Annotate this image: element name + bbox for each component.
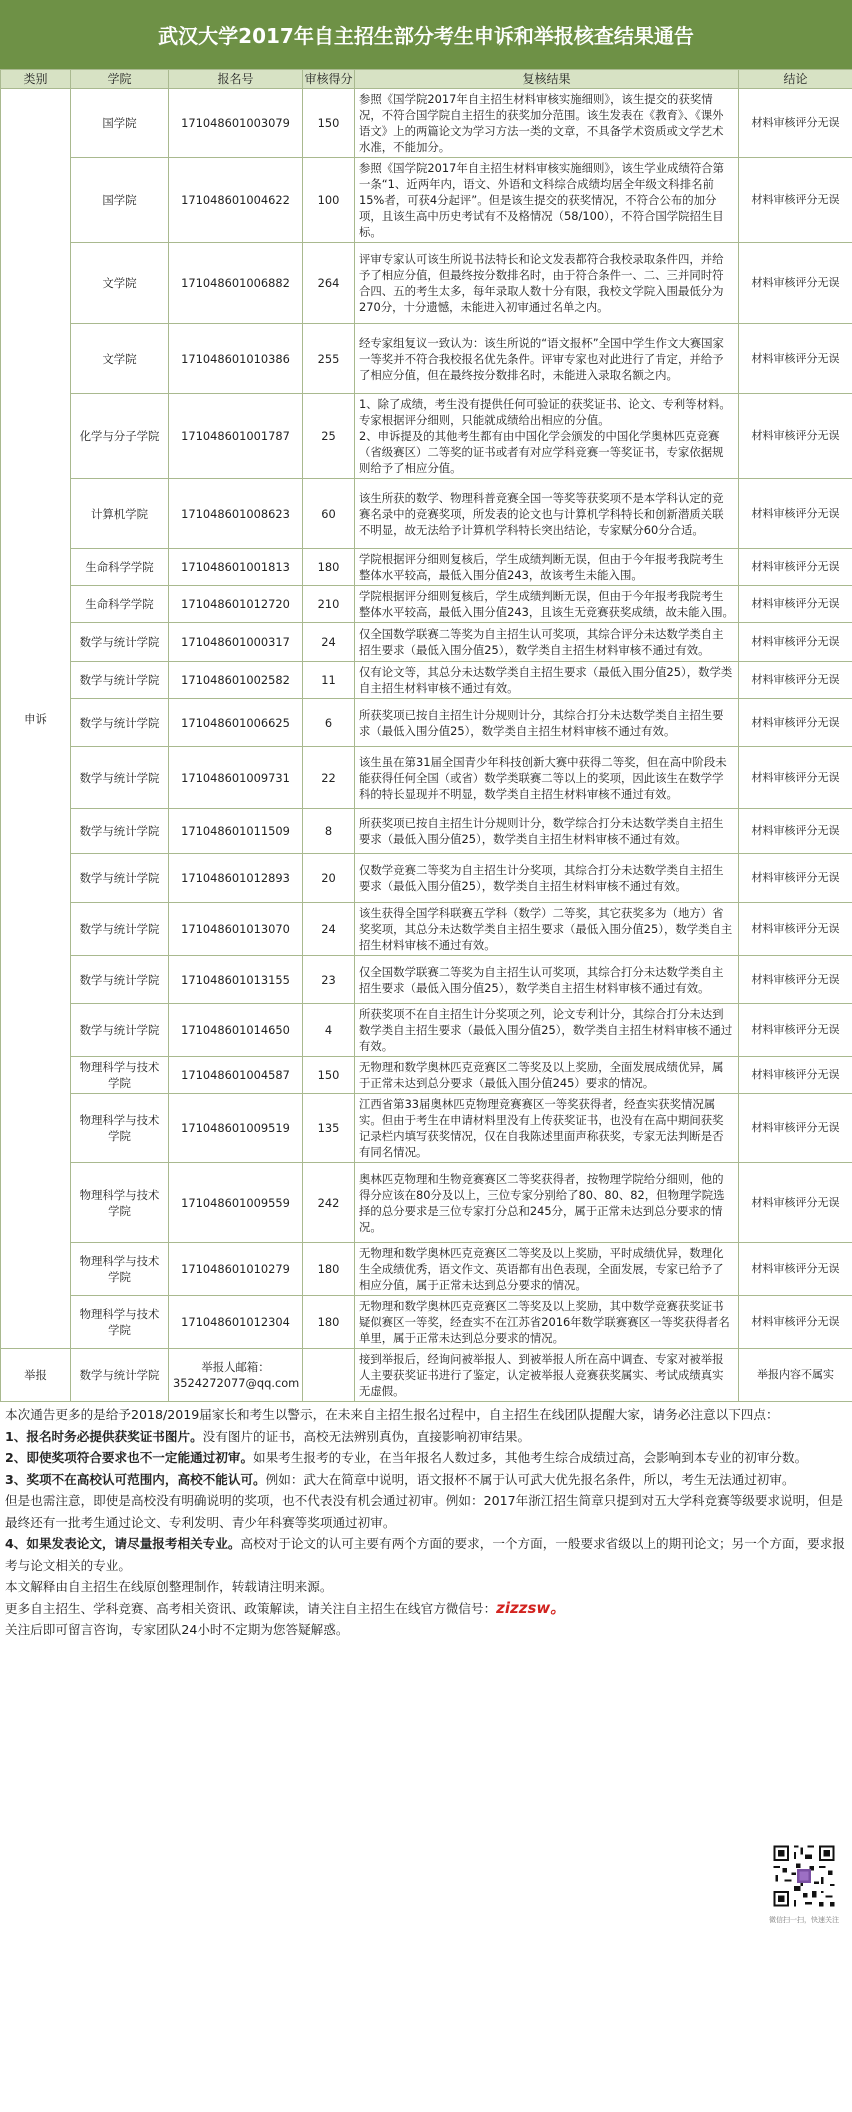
score-cell: 24 <box>303 903 355 956</box>
score-cell: 23 <box>303 956 355 1004</box>
conclusion-cell: 材料审核评分无误 <box>739 854 852 903</box>
registration-id-cell: 171048601012893 <box>169 854 303 903</box>
table-row <box>1 747 852 809</box>
registration-id-cell: 171048601011509 <box>169 809 303 854</box>
registration-id-cell: 171048601000317 <box>169 623 303 662</box>
college-cell: 国学院 <box>71 158 169 243</box>
review-result-cell: 江西省第33届奥林匹克物理竞赛赛区一等奖获得者，经查实获奖情况属实。但由于考生在申请材料里没有上传获奖证书，也没有在高中期间获奖记录栏内填写获奖情况，仅在自我陈述里面声称获奖，专家无法判断是否有同名情况。 <box>355 1094 739 1163</box>
score-cell: 25 <box>303 394 355 479</box>
review-result-cell: 仅数学竞赛二等奖为自主招生计分奖项，其综合打分未达数学类自主招生要求（最低入围分值25），数学类自主招生材料审核不通过有效。 <box>355 854 739 903</box>
review-result-cell: 参照《国学院2017年自主招生材料审核实施细则》，该生提交的获奖情况，不符合国学院自主招生的获奖加分范围。该生发表在《教育》、《课外语文》上的两篇论文为学习方法一类的文章，不具备学术资质或文学艺术水准，不能加分。 <box>355 89 739 158</box>
table-row <box>1 549 852 586</box>
conclusion-cell: 材料审核评分无误 <box>739 243 852 324</box>
college-cell: 数学与统计学院 <box>71 956 169 1004</box>
registration-id-cell: 171048601006625 <box>169 699 303 747</box>
college-cell: 数学与统计学院 <box>71 623 169 662</box>
note-2: 2、即使奖项符合要求也不一定能通过初审。如果考生报考的专业，在当年报名人数过多，其他考生综合成绩过高，会影响到本专业的初审分数。 <box>5 1450 808 1465</box>
review-result-cell: 所获奖项已按自主招生计分规则计分，数学综合打分未达数学类自主招生要求（最低入围分值25），数学类自主招生材料审核不通过有效。 <box>355 809 739 854</box>
table-row <box>1 903 852 956</box>
conclusion-cell: 材料审核评分无误 <box>739 809 852 854</box>
college-cell: 文学院 <box>71 243 169 324</box>
college-cell: 化学与分子学院 <box>71 394 169 479</box>
conclusion-cell: 材料审核评分无误 <box>739 1296 852 1349</box>
conclusion-cell: 材料审核评分无误 <box>739 586 852 623</box>
source-note: 本文解释由自主招生在线原创整理制作，转载请注明来源。 <box>5 1579 333 1594</box>
conclusion-cell: 材料审核评分无误 <box>739 1163 852 1243</box>
registration-id-cell: 171048601013155 <box>169 956 303 1004</box>
col-header-college: 学院 <box>71 70 169 89</box>
conclusion-cell: 材料审核评分无误 <box>739 623 852 662</box>
table-row <box>1 1163 852 1243</box>
table-row <box>1 89 852 158</box>
college-cell: 国学院 <box>71 89 169 158</box>
notes-intro: 本次通告更多的是给予2018/2019届家长和考生以警示，在未来自主招生报名过程中，自主招生在线团队提醒大家，请务必注意以下四点： <box>5 1407 779 1422</box>
score-cell: 24 <box>303 623 355 662</box>
table-row-report <box>1 1349 852 1402</box>
college-cell: 计算机学院 <box>71 479 169 549</box>
college-cell: 数学与统计学院 <box>71 1004 169 1057</box>
conclusion-cell: 材料审核评分无误 <box>739 158 852 243</box>
table-row <box>1 324 852 394</box>
category-cell-appeal: 申诉 <box>1 89 71 1349</box>
registration-id-cell: 171048601010386 <box>169 324 303 394</box>
notes-section <box>0 1402 852 1641</box>
registration-id-cell: 171048601009559 <box>169 1163 303 1243</box>
results-table <box>0 69 852 1402</box>
table-row <box>1 479 852 549</box>
table-row <box>1 158 852 243</box>
score-cell: 150 <box>303 89 355 158</box>
table-row <box>1 394 852 479</box>
review-result-cell: 奥林匹克物理和生物竞赛赛区二等奖获得者，按物理学院给分细则，他的得分应该在80分及以上，三位专家分别给了80、80、82，但物理学院选择的总分要求是三位专家打分总和245分，属于正常未达到总分要求的情况。 <box>355 1163 739 1243</box>
qr-caption: 微信扫一扫，快速关注 <box>769 1916 839 1924</box>
review-result-cell: 接到举报后，经询问被举报人、到被举报人所在高中调查、专家对被举报人主要获奖证书进行了鉴定，认定被举报人竞赛获奖属实、考试成绩真实无虚假。 <box>355 1349 739 1402</box>
score-cell: 20 <box>303 854 355 903</box>
table-row <box>1 956 852 1004</box>
registration-id-cell: 171048601014650 <box>169 1004 303 1057</box>
table-row <box>1 1094 852 1163</box>
college-cell: 数学与统计学院 <box>71 809 169 854</box>
conclusion-cell: 材料审核评分无误 <box>739 394 852 479</box>
review-result-cell: 所获奖项已按自主招生计分规则计分，其综合打分未达数学类自主招生要求（最低入围分值25），数学类自主招生材料审核不通过有效。 <box>355 699 739 747</box>
score-cell: 60 <box>303 479 355 549</box>
registration-id-cell: 171048601006882 <box>169 243 303 324</box>
registration-id-cell: 171048601009731 <box>169 747 303 809</box>
registration-id-cell: 171048601004587 <box>169 1057 303 1094</box>
registration-id-cell: 举报人邮箱：3524272077@qq.com <box>169 1349 303 1402</box>
note-4: 4、如果发表论文，请尽量报考相关专业。高校对于论文的认可主要有两个方面的要求，一个方面，一般要求省级以上的期刊论文；另一个方面，要求报考与论文相关的专业。 <box>5 1536 845 1573</box>
table-row <box>1 854 852 903</box>
score-cell: 100 <box>303 158 355 243</box>
score-cell: 180 <box>303 1243 355 1296</box>
registration-id-cell: 171048601002582 <box>169 662 303 699</box>
registration-id-cell: 171048601010279 <box>169 1243 303 1296</box>
college-cell: 文学院 <box>71 324 169 394</box>
conclusion-cell: 材料审核评分无误 <box>739 479 852 549</box>
score-cell: 242 <box>303 1163 355 1243</box>
conclusion-cell: 材料审核评分无误 <box>739 1004 852 1057</box>
score-cell: 255 <box>303 324 355 394</box>
table-row <box>1 662 852 699</box>
registration-id-cell: 171048601001813 <box>169 549 303 586</box>
table-row <box>1 623 852 662</box>
note-1: 1、报名时务必提供获奖证书图片。没有图片的证书，高校无法辨别真伪，直接影响初审结果。 <box>5 1428 531 1444</box>
table-row <box>1 586 852 623</box>
score-cell: 210 <box>303 586 355 623</box>
conclusion-cell: 材料审核评分无误 <box>739 699 852 747</box>
conclusion-cell: 材料审核评分无误 <box>739 956 852 1004</box>
registration-id-cell: 171048601001787 <box>169 394 303 479</box>
conclusion-cell: 材料审核评分无误 <box>739 549 852 586</box>
review-result-cell: 该生虽在第31届全国青少年科技创新大赛中获得二等奖，但在高中阶段未能获得任何全国（或省）数学类联赛二等以上的奖项，因此该生在数学学科的特长显现并不明显，数学类自主招生材料审核不通过有效。 <box>355 747 739 809</box>
conclusion-cell: 材料审核评分无误 <box>739 747 852 809</box>
col-header-review-result: 复核结果 <box>355 70 739 89</box>
note-3: 3、奖项不在高校认可范围内，高校不能认可。例如：武大在简章中说明，语文报杯不属于认可武大优先报名条件，所以，考生无法通过初审。 <box>5 1471 795 1487</box>
review-result-cell: 学院根据评分细则复核后，学生成绩判断无误，但由于今年报考我院考生整体水平较高，最低入围分值243，故该考生未能入围。 <box>355 549 739 586</box>
registration-id-cell: 171048601003079 <box>169 89 303 158</box>
college-cell: 物理科学与技术学院 <box>71 1094 169 1163</box>
review-result-cell: 评审专家认可该生所说书法特长和论文发表都符合我校录取条件四，并给予了相应分值，但最终按分数排名时，由于符合条件一、二、三并同时符合四、五的考生太多，每年录取人数十分有限，我校文学院入围最低分为270分，十分遗憾，未能进入初审通过名单之内。 <box>355 243 739 324</box>
table-header-row <box>1 70 852 89</box>
col-header-conclusion: 结论 <box>739 70 852 89</box>
review-result-cell: 无物理和数学奥林匹克竞赛区二等奖及以上奖励，全面发展成绩优异，属于正常未达到总分要求（最低入围分值245）要求的情况。 <box>355 1057 739 1094</box>
table-row <box>1 809 852 854</box>
conclusion-cell: 材料审核评分无误 <box>739 89 852 158</box>
review-result-cell: 无物理和数学奥林匹克竞赛区二等奖及以上奖励，平时成绩优异，数理化生全成绩优秀，语文作文、英语都有出色表现，全面发展，专家已给予了相应分值，属于正常未达到总分要求的情况。 <box>355 1243 739 1296</box>
review-result-cell: 参照《国学院2017年自主招生材料审核实施细则》，该生学业成绩符合第一条“1、近两年内，语文、外语和文科综合成绩均居全年级文科排名前15%者，可获4分起评”。但是该生提交的获奖情况，不符合公布的加分项，且该生高中历史考试有不及格情况（58/100），不符合国学院招生目标。 <box>355 158 739 243</box>
qr-code-icon[interactable] <box>771 1843 837 1909</box>
registration-id-cell: 171048601008623 <box>169 479 303 549</box>
conclusion-cell: 材料审核评分无误 <box>739 662 852 699</box>
follow-note: 更多自主招生、学科竞赛、高考相关资讯、政策解读，请关注自主招生在线官方微信号：zizzsw。 <box>5 1598 566 1617</box>
conclusion-cell: 材料审核评分无误 <box>739 324 852 394</box>
registration-id-cell: 171048601012304 <box>169 1296 303 1349</box>
table-row <box>1 243 852 324</box>
college-cell: 生命科学学院 <box>71 549 169 586</box>
college-cell: 生命科学学院 <box>71 586 169 623</box>
col-header-score: 审核得分 <box>303 70 355 89</box>
college-cell: 数学与统计学院 <box>71 699 169 747</box>
college-cell: 物理科学与技术学院 <box>71 1163 169 1243</box>
col-header-category: 类别 <box>1 70 71 89</box>
score-cell: 11 <box>303 662 355 699</box>
score-cell: 180 <box>303 549 355 586</box>
college-cell: 物理科学与技术学院 <box>71 1296 169 1349</box>
table-row <box>1 1004 852 1057</box>
review-result-cell: 学院根据评分细则复核后，学生成绩判断无误，但由于今年报考我院考生整体水平较高，最低入围分值243，且该生无竞赛获奖成绩，故未能入围。 <box>355 586 739 623</box>
registration-id-cell: 171048601012720 <box>169 586 303 623</box>
review-result-cell: 1、除了成绩，考生没有提供任何可验证的获奖证书、论文、专利等材料。专家根据评分细则，只能就成绩给出相应的分值。 2、申诉提及的其他考生都有由中国化学会颁发的中国化学奥林匹克竞赛（省级赛区）二等奖的证书或者有对应学科竞赛一等奖证书，专家依据规则给予了相应分值。 <box>355 394 739 479</box>
college-cell: 数学与统计学院 <box>71 747 169 809</box>
review-result-cell: 该生获得全国学科联赛五学科（数学）二等奖，其它获奖多为（地方）省奖奖项，其总分未达数学类自主招生要求（最低入围分值25），数学类自主招生材料审核不通过有效。 <box>355 903 739 956</box>
wechat-id: zizzsw。 <box>496 1598 566 1617</box>
college-cell: 数学与统计学院 <box>71 662 169 699</box>
review-result-cell: 所获奖项不在自主招生计分奖项之列，论文专利计分，其综合打分未达到数学类自主招生要求（最低入围分值25），数学类自主招生材料审核不通过有效。 <box>355 1004 739 1057</box>
score-cell: 6 <box>303 699 355 747</box>
page-title: 武汉大学2017年自主招生部分考生申诉和举报核查结果通告 <box>0 0 852 69</box>
table-row <box>1 1296 852 1349</box>
score-cell: 180 <box>303 1296 355 1349</box>
conclusion-cell: 举报内容不属实 <box>739 1349 852 1402</box>
score-cell: 22 <box>303 747 355 809</box>
conclusion-cell: 材料审核评分无误 <box>739 1243 852 1296</box>
table-row <box>1 699 852 747</box>
table-row <box>1 1243 852 1296</box>
conclusion-cell: 材料审核评分无误 <box>739 1094 852 1163</box>
college-cell: 数学与统计学院 <box>71 854 169 903</box>
review-result-cell: 仅有论文等，其总分未达数学类自主招生要求（最低入围分值25），数学类自主招生材料审核不通过有效。 <box>355 662 739 699</box>
conclusion-cell: 材料审核评分无误 <box>739 1057 852 1094</box>
conclusion-cell: 材料审核评分无误 <box>739 903 852 956</box>
registration-id-cell: 171048601004622 <box>169 158 303 243</box>
category-cell-report: 举报 <box>1 1349 71 1402</box>
registration-id-cell: 171048601013070 <box>169 903 303 956</box>
col-header-registration-id: 报名号 <box>169 70 303 89</box>
score-cell: 135 <box>303 1094 355 1163</box>
college-cell: 数学与统计学院 <box>71 1349 169 1402</box>
score-cell: 264 <box>303 243 355 324</box>
consult-note: 关注后即可留言咨询，专家团队24小时不定期为您答疑解惑。 <box>5 1622 349 1637</box>
review-result-cell: 经专家组复议一致认为：该生所说的“语文报杯”全国中学生作文大赛国家一等奖并不符合我校报名优先条件。评审专家也对此进行了肯定，并给予了相应分值，但在最终按分数排名时，未能进入录取名额之内。 <box>355 324 739 394</box>
note-3-extra: 但是也需注意，即使是高校没有明确说明的奖项，也不代表没有机会通过初审。例如：2017年浙江招生简章只提到对五大学科竞赛等级要求说明，但是最终还有一批考生通过论文、专利发明、青少年科赛等奖项通过初审。 <box>5 1493 844 1530</box>
registration-id-cell: 171048601009519 <box>169 1094 303 1163</box>
table-row <box>1 1057 852 1094</box>
review-result-cell: 仅全国数学联赛二等奖为自主招生认可奖项，其综合打分未达数学类自主招生要求（最低入围分值25），数学类自主招生材料审核不通过有效。 <box>355 956 739 1004</box>
review-result-cell: 该生所获的数学、物理科普竞赛全国一等奖等获奖项不是本学科认定的竞赛名录中的竞赛奖项，所发表的论文也与计算机学科特长和创新潜质关联不明显，故无法给予计算机学科特长突出结论，专家赋分60分合适。 <box>355 479 739 549</box>
review-result-cell: 无物理和数学奥林匹克竞赛区二等奖及以上奖励，其中数学竞赛获奖证书疑似赛区一等奖，经查实不在江苏省2016年数学联赛赛区一等奖获得者名单里，属于正常未达到总分要求的情况。 <box>355 1296 739 1349</box>
college-cell: 数学与统计学院 <box>71 903 169 956</box>
score-cell: 8 <box>303 809 355 854</box>
qr-block <box>768 1843 840 1925</box>
college-cell: 物理科学与技术学院 <box>71 1243 169 1296</box>
score-cell <box>303 1349 355 1402</box>
score-cell: 4 <box>303 1004 355 1057</box>
review-result-cell: 仅全国数学联赛二等奖为自主招生认可奖项，其综合评分未达数学类自主招生要求（最低入围分值25），数学类自主招生材料审核不通过有效。 <box>355 623 739 662</box>
score-cell: 150 <box>303 1057 355 1094</box>
college-cell: 物理科学与技术学院 <box>71 1057 169 1094</box>
